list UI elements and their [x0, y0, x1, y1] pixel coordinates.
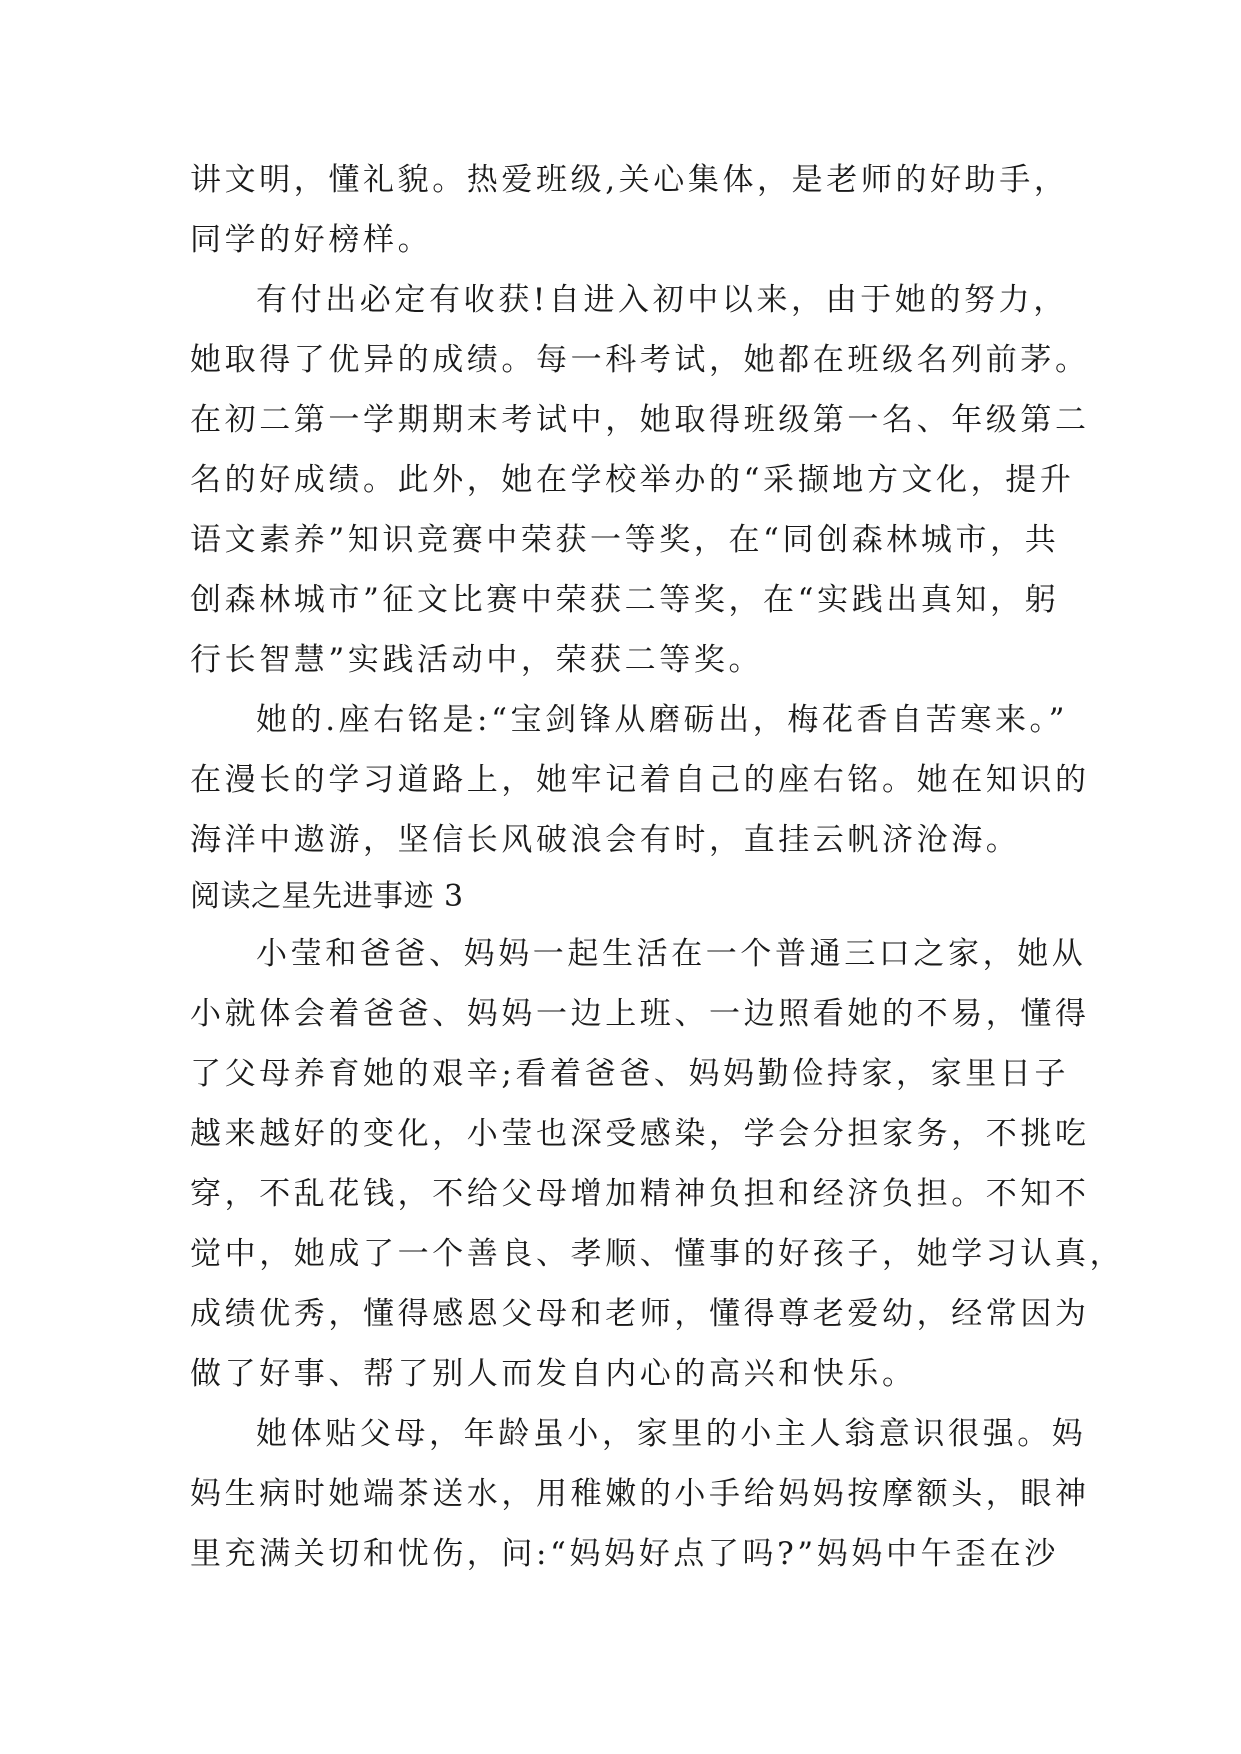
text-line: 她取得了优异的成绩。每一科考试，她都在班级名列前茅。: [190, 342, 1090, 378]
paragraph: [190, 690, 1090, 870]
text-line: 在漫长的学习道路上，她牢记着自己的座右铭。她在知识的: [190, 762, 1090, 798]
text-line: 创森林城市”征文比赛中荣获二等奖，在“实践出真知，躬: [190, 582, 1060, 618]
text-line: 成绩优秀，懂得感恩父母和老师，懂得尊老爱幼，经常因为: [190, 1296, 1090, 1332]
text-line: 有付出必定有收获!自进入初中以来，由于她的努力，: [256, 282, 1068, 318]
text-line: 她体贴父母，年龄虽小，家里的小主人翁意识很强。妈: [256, 1416, 1087, 1452]
text-line: 越来越好的变化，小莹也深受感染，学会分担家务，不挑吃: [190, 1116, 1090, 1152]
paragraph: [190, 270, 1090, 690]
paragraph: [190, 1404, 1090, 1584]
text-line: 里充满关切和忧伤，问:“妈妈好点了吗?”妈妈中午歪在沙: [190, 1536, 1059, 1572]
text-line: 了父母养育她的艰辛;看着爸爸、妈妈勤俭持家，家里日子: [190, 1056, 1070, 1092]
text-line: 同学的好榜样。: [190, 222, 433, 258]
text-line: 行长智慧”实践活动中，荣获二等奖。: [190, 642, 764, 678]
text-line: 名的好成绩。此外，她在学校举办的“采撷地方文化，提升: [190, 462, 1075, 498]
text-line: 海洋中遨游，坚信长风破浪会有时，直挂云帆济沧海。: [190, 822, 1021, 858]
paragraph: [190, 924, 1125, 1404]
text-line: 妈生病时她端茶送水，用稚嫩的小手给妈妈按摩额头，眼神: [190, 1476, 1090, 1512]
paragraph: [190, 150, 1070, 270]
text-line: 语文素养”知识竞赛中荣获一等奖，在“同创森林城市，共: [190, 522, 1060, 558]
text-line: 穿，不乱花钱，不给父母增加精神负担和经济负担。不知不: [190, 1176, 1090, 1212]
text-line: 小就体会着爸爸、妈妈一边上班、一边照看她的不易，懂得: [190, 996, 1090, 1032]
text-line: 做了好事、帮了别人而发自内心的高兴和快乐。: [190, 1356, 917, 1392]
text-line: 她的.座右铭是:“宝剑锋从磨砺出，梅花香自苦寒来。”: [256, 702, 1069, 738]
section-heading: 阅读之星先进事迹 3: [190, 879, 464, 914]
text-line: 在初二第一学期期末考试中，她取得班级第一名、年级第二: [190, 402, 1090, 438]
text-line: 讲文明，懂礼貌。热爱班级,关心集体，是老师的好助手，: [190, 162, 1069, 198]
text-line: 觉中，她成了一个善良、孝顺、懂事的好孩子，她学习认真，: [190, 1236, 1125, 1272]
text-line: 小莹和爸爸、妈妈一起生活在一个普通三口之家，她从: [256, 936, 1087, 972]
document-body: [190, 150, 1125, 1584]
